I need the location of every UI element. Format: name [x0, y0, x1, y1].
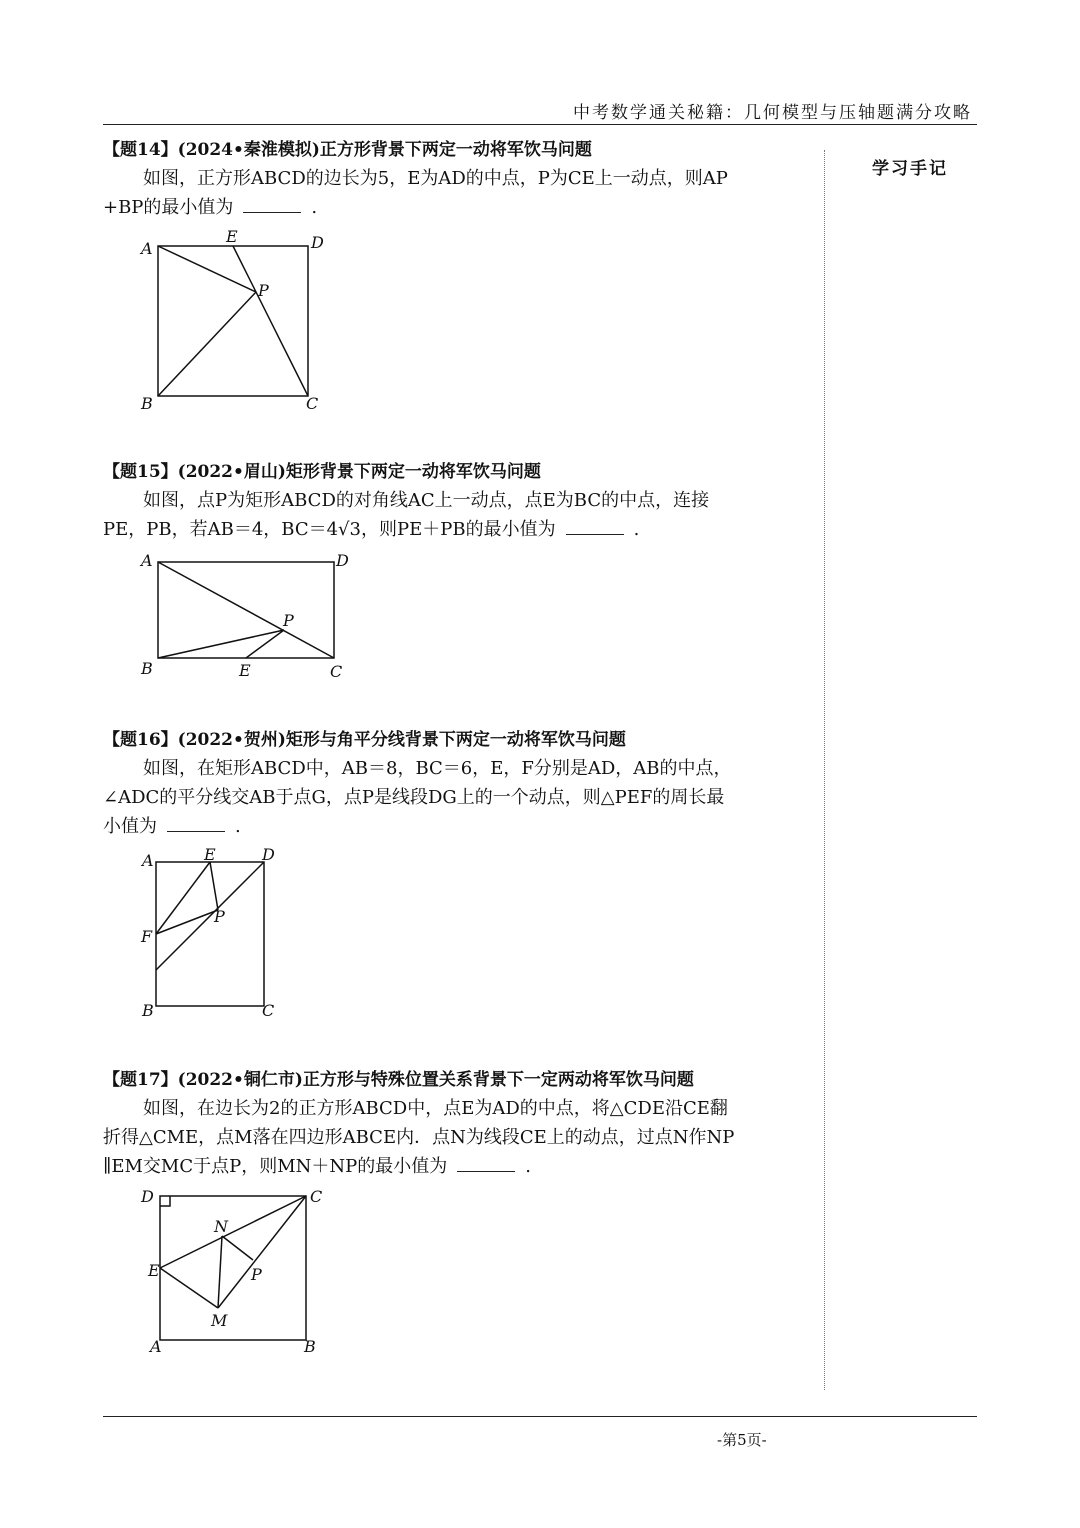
- label-c: C: [310, 1187, 323, 1206]
- problem-text: PE，PB，若AB＝4，BC＝4√3，则PE＋PB的最小值为: [103, 519, 556, 540]
- problem-title: 【题16】(2022•贺州)矩形与角平分线背景下两定一动将军饮马问题: [103, 730, 626, 750]
- problem-text-line: ∠ADC的平分线交AB于点G，点P是线段DG上的一个动点，则△PEF的周长最: [103, 787, 725, 808]
- label-c: C: [330, 662, 343, 681]
- label-d: D: [311, 233, 324, 252]
- figure-14: [138, 226, 338, 416]
- label-a: A: [141, 551, 153, 570]
- label-d: D: [336, 551, 349, 570]
- problem-text-line: 如图，正方形ABCD的边长为5，E为AD的中点，P为CE上一动点，则AP: [143, 168, 728, 189]
- label-n: N: [214, 1217, 228, 1236]
- problem-17: [103, 1066, 808, 1181]
- problem-text-line: 如图，在边长为2的正方形ABCD中，点E为AD的中点，将△CDE沿CE翻: [143, 1098, 728, 1119]
- problem-text: 小值为: [103, 816, 157, 837]
- label-e: E: [226, 227, 238, 246]
- problem-14: [103, 136, 808, 222]
- problem-text-line: 如图，在矩形ABCD中，AB＝8，BC＝6，E，F分别是AD，AB的中点，: [143, 758, 732, 779]
- diagonal-ac: [158, 562, 334, 658]
- problem-text-line: ∥EM交MC于点P，则MN＋NP的最小值为 .: [103, 1156, 531, 1177]
- label-p: P: [251, 1265, 262, 1284]
- label-b: B: [142, 1001, 154, 1020]
- right-angle-mark: [160, 1196, 170, 1206]
- figure-15: [138, 546, 358, 686]
- label-p: P: [258, 281, 269, 300]
- answer-blank: [167, 817, 225, 832]
- segment-mc: [218, 1196, 306, 1308]
- problem-text: ∥EM交MC于点P，则MN＋NP的最小值为: [103, 1156, 448, 1177]
- answer-blank: [457, 1157, 515, 1172]
- rectangle-abcd: [156, 862, 264, 1006]
- problem-text-line: +BP的最小值为 .: [103, 197, 318, 218]
- label-p: P: [283, 611, 294, 630]
- segment-mn: [218, 1236, 222, 1308]
- label-e: E: [204, 845, 216, 864]
- figure-16: [138, 842, 298, 1022]
- footer-rule: [103, 1416, 977, 1417]
- label-e: E: [239, 661, 251, 680]
- sidebar-title: 学习手记: [872, 159, 948, 179]
- label-a: A: [150, 1337, 162, 1356]
- problem-15: [103, 458, 808, 544]
- segment-ec: [160, 1196, 306, 1268]
- square-abcd: [160, 1196, 306, 1340]
- problem-text-line: 折得△CME，点M落在四边形ABCE内．点N为线段CE上的动点，过点N作NP: [103, 1127, 735, 1148]
- segment-ap: [158, 246, 256, 292]
- label-b: B: [141, 394, 153, 413]
- problem-text-line: 如图，点P为矩形ABCD的对角线AC上一动点，点E为BC的中点，连接: [143, 490, 710, 511]
- segment-ce: [233, 246, 308, 396]
- header-rule: [103, 124, 977, 125]
- label-b: B: [141, 659, 153, 678]
- label-b: B: [304, 1337, 316, 1356]
- label-c: C: [262, 1001, 275, 1020]
- problem-title: 【题15】(2022•眉山)矩形背景下两定一动将军饮马问题: [103, 462, 541, 482]
- problem-text: +BP的最小值为: [103, 197, 234, 218]
- problem-text-line: PE，PB，若AB＝4，BC＝4√3，则PE＋PB的最小值为 .: [103, 519, 640, 540]
- square-abcd: [158, 246, 308, 396]
- header-title: 中考数学通关秘籍：几何模型与压轴题满分攻略: [573, 103, 972, 123]
- label-d: D: [141, 1187, 154, 1206]
- label-a: A: [141, 239, 153, 258]
- problem-16: [103, 726, 808, 841]
- problem-title: 【题17】(2022•铜仁市)正方形与特殊位置关系背景下一定两动将军饮马问题: [103, 1070, 694, 1090]
- page-number: -第5页-: [717, 1431, 767, 1449]
- answer-blank: [243, 198, 301, 213]
- answer-blank: [566, 520, 624, 535]
- segment-np: [222, 1236, 253, 1260]
- label-a: A: [142, 851, 154, 870]
- segment-bp: [158, 292, 256, 396]
- problem-title: 【题14】(2024•秦淮模拟)正方形背景下两定一动将军饮马问题: [103, 140, 592, 160]
- figure-17: [138, 1180, 338, 1360]
- bisector-dg: [156, 862, 264, 970]
- sidebar-divider: [824, 150, 825, 1390]
- label-d: D: [262, 845, 275, 864]
- label-f: F: [141, 927, 153, 946]
- label-e: E: [148, 1261, 160, 1280]
- label-p: P: [214, 907, 225, 926]
- segment-ep: [210, 862, 218, 910]
- label-m: M: [211, 1311, 228, 1330]
- label-c: C: [306, 394, 319, 413]
- segment-em: [160, 1268, 218, 1308]
- problem-text-line: 小值为 .: [103, 816, 241, 837]
